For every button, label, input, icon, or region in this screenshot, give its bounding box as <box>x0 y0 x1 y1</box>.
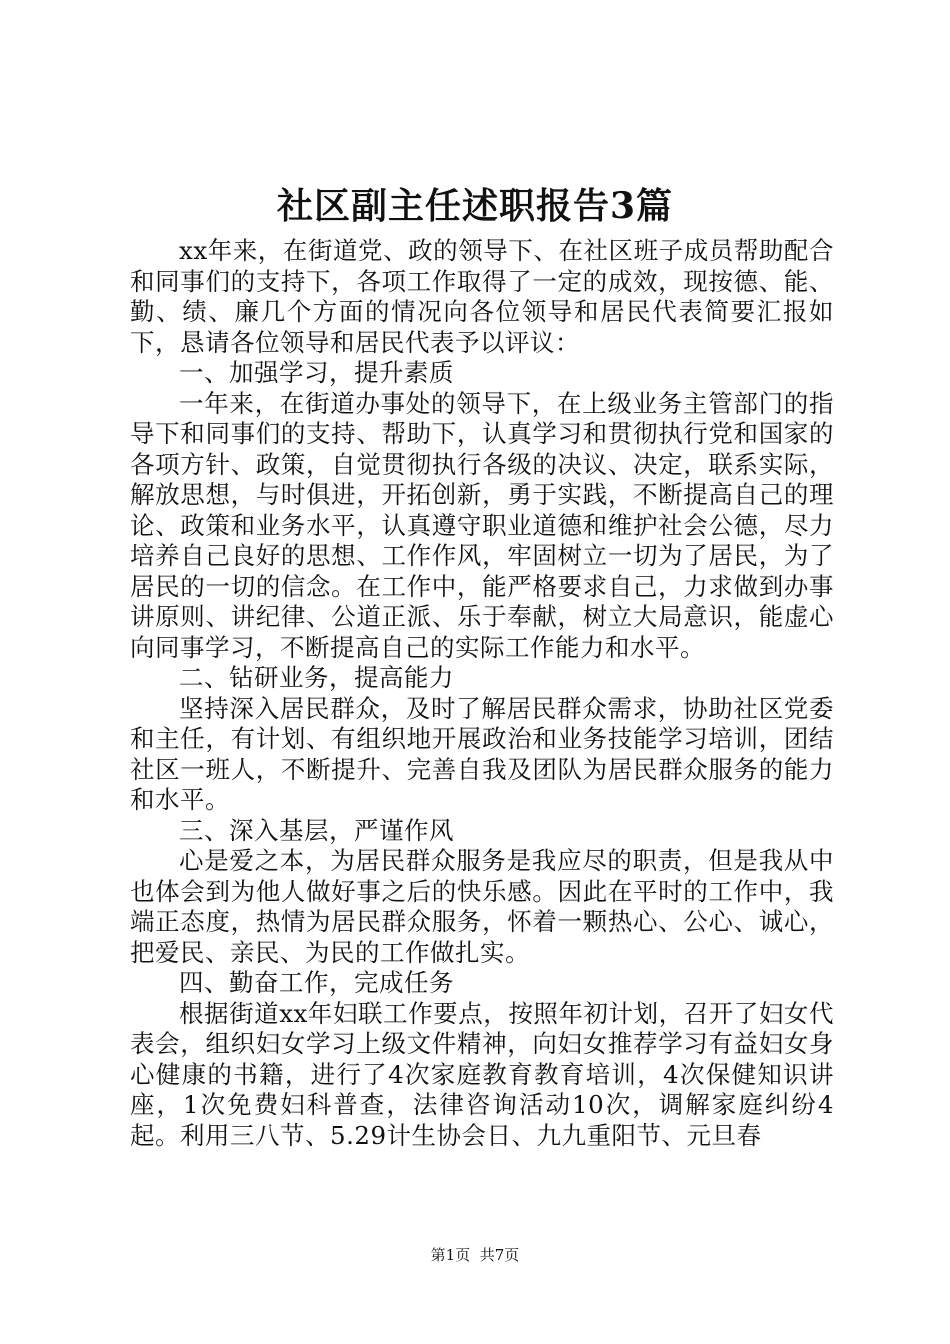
page-footer <box>0 1245 950 1265</box>
document-body <box>130 236 834 1151</box>
section-heading-3: 三、深入基层，严谨作风 <box>179 815 454 845</box>
intro-paragraph: xx年来，在街道党、政的领导下、在社区班子成员帮助配合和同事们的支持下，各项工作取得了一定的成效，现按德、能、勤、绩、廉几个方面的情况向各位领导和居民代表简要汇报如下，恳请各位领导和居民代表予以评议： <box>130 236 834 357</box>
section-heading-4: 四、勤奋工作，完成任务 <box>179 968 454 997</box>
section-paragraph-1: 一年来，在街道办事处的领导下，在上级业务主管部门的指导下和同事们的支持、帮助下，认真学习和贯彻执行党和国家的各项方针、政策，自觉贯彻执行各级的决议、决定，联系实际，解放思想，与时俱进，开拓创新，勇于实践，不断提高自己的理论、政策和业务水平，认真遵守职业道德和维护社会公德，尽力培养自己良好的思想、工作作风，牢固树立一切为了居民，为了居民的一切的信念。在工作中，能严格要求自己，力求做到办事讲原则、讲纪律、公道正派、乐于奉献，树立大局意识，能虚心向同事学习，不断提高自己的实际工作能力和水平。 <box>130 388 834 662</box>
section-paragraph-4: 根据街道xx年妇联工作要点，按照年初计划，召开了妇女代表会，组织妇女学习上级文件精神，向妇女推荐学习有益妇女身心健康的书籍，进行了4次家庭教育教育培训，4次保健知识讲座，1次免费妇科普查，法律咨询活动10次，调解家庭纠纷4起。利用三八节、5.29计生协会日、九九重阳节、元旦春 <box>130 998 834 1150</box>
section-heading-2: 二、钻研业务，提高能力 <box>179 663 454 692</box>
page-number-total: 共7页 <box>479 1246 520 1264</box>
page-number-current: 第1页 <box>430 1246 471 1264</box>
section-paragraph-2: 坚持深入居民群众，及时了解居民群众需求，协助社区党委和主任，有计划、有组织地开展政治和业务技能学习培训，团结社区一班人，不断提升、完善自我及团队为居民群众服务的能力和水平。 <box>130 693 834 814</box>
section-paragraph-3: 心是爱之本，为居民群众服务是我应尽的职责，但是我从中也体会到为他人做好事之后的快乐感。因此在平时的工作中，我端正态度，热情为居民群众服务，怀着一颗热心、公心、诚心，把爱民、亲民、为民的工作做扎实。 <box>130 846 834 967</box>
section-heading-1: 一、加强学习，提升素质 <box>179 358 454 387</box>
document-title: 社区副主任述职报告3篇 <box>276 185 674 227</box>
